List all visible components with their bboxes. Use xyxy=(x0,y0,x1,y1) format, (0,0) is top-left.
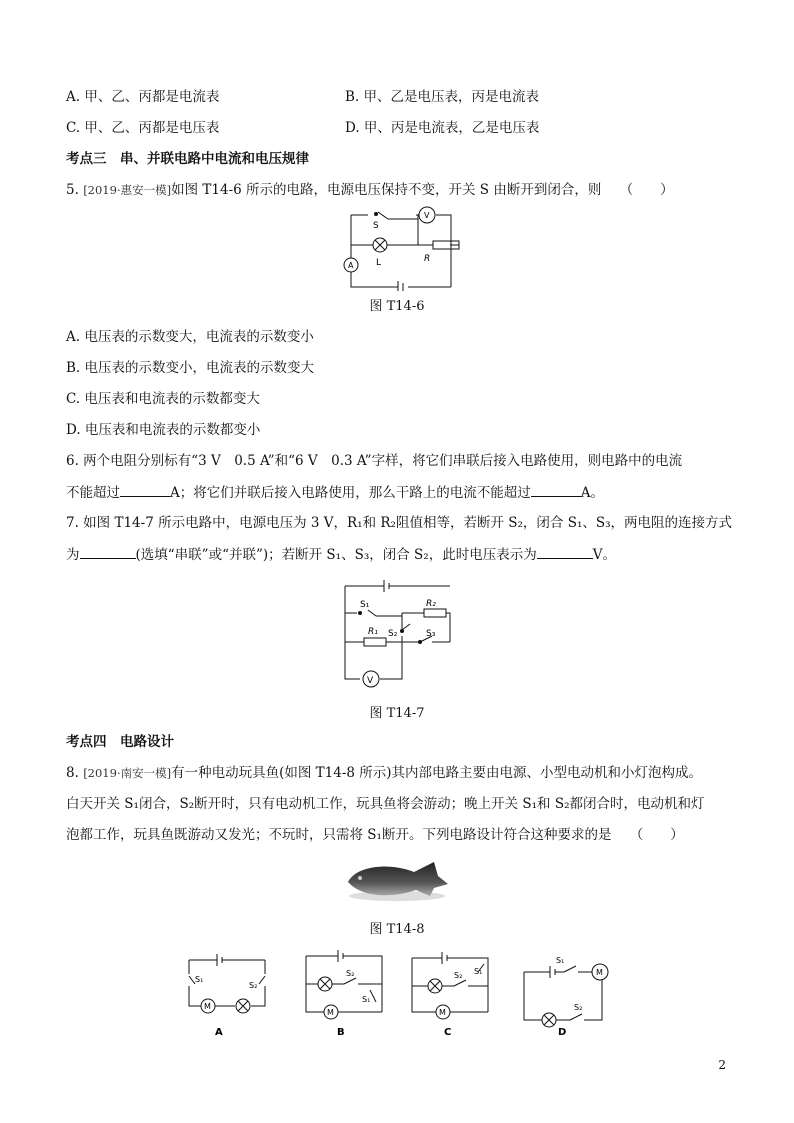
q5-number: 5. xyxy=(66,182,79,198)
opt-b-s1: S₁ xyxy=(362,995,371,1004)
opt-a-s2: S₂ xyxy=(249,981,258,990)
q6-line1: 6. 两个电阻分别标有“3 V 0.5 A”和“6 V 0.3 A”字样，将它们串联后接入电路使用，则电路中的电流 xyxy=(66,453,683,469)
q4-option-c: C. 甲、乙、丙都是电压表 xyxy=(66,120,220,136)
q5-option-c: C. 电压表和电流表的示数都变大 xyxy=(66,391,260,407)
toy-fish-image xyxy=(342,858,452,904)
caption-t14-6: 图 T14-6 xyxy=(369,299,425,314)
section4-title: 考点四 电路设计 xyxy=(66,734,174,750)
q6-blank-2[interactable] xyxy=(531,483,581,497)
circuit-figure-t14-6 xyxy=(338,203,460,291)
q4-option-a: A. 甲、乙、丙都是电流表 xyxy=(66,89,220,105)
q7-label-s1: S₁ xyxy=(360,600,370,610)
page-number: 2 xyxy=(718,1058,726,1072)
q7-line1: 7. 如图 T14-7 所示电路中，电源电压为 3 V，R₁和 R₂阻值相等，若断开 S₂，闭合 S₁、S₃，两电阻的连接方式 xyxy=(66,515,733,531)
opt-c-motor: M xyxy=(439,1008,446,1017)
q7-label-s3: S₃ xyxy=(426,629,436,639)
q7-line2 xyxy=(66,545,616,564)
q6-text-b: A；将它们并联后接入电路使用，那么干路上的电流不能超过 xyxy=(170,485,531,501)
q8-line1 xyxy=(66,764,702,782)
q4-option-b: B. 甲、乙是电压表，丙是电流表 xyxy=(345,89,540,105)
q7-text-a: 为 xyxy=(66,547,80,563)
q7-blank-1[interactable] xyxy=(80,545,136,559)
option-letter-b: B xyxy=(337,1027,345,1038)
q5-label-r: R xyxy=(424,254,431,264)
opt-b-s2: S₂ xyxy=(346,969,355,978)
q7-label-r1: R₁ xyxy=(368,627,378,637)
q4-option-d: D. 甲、丙是电流表，乙是电压表 xyxy=(345,120,540,136)
q5-text: 如图 T14-6 所示的电路，电源电压保持不变，开关 S 由断开到闭合，则 xyxy=(171,182,602,198)
q8-number: 8. xyxy=(66,765,79,781)
q8-text-1: 有一种电动玩具鱼(如图 T14-8 所示)其内部电路主要由电源、小型电动机和小灯泡构成。 xyxy=(171,765,703,781)
option-letter-a: A xyxy=(215,1027,223,1038)
circuit-option-a xyxy=(185,950,275,1038)
q8-source: [2019·南安一模] xyxy=(83,766,172,780)
option-letter-d: D xyxy=(558,1027,567,1038)
opt-a-motor: M xyxy=(204,1002,211,1011)
q5-option-b: B. 电压表的示数变小，电流表的示数变大 xyxy=(66,360,315,376)
opt-d-s2: S₂ xyxy=(574,1003,583,1012)
q6-text-c: A。 xyxy=(580,485,604,501)
circuit-option-c xyxy=(408,950,492,1038)
q6-text-a: 不能超过 xyxy=(66,485,120,501)
q6-line2 xyxy=(66,483,604,502)
q7-text-b: (选填“串联”或“并联”)；若断开 S₁、S₃，闭合 S₂，此时电压表示为 xyxy=(135,547,537,563)
caption-t14-7: 图 T14-7 xyxy=(369,706,425,721)
q8-line3 xyxy=(66,826,684,844)
opt-d-motor: M xyxy=(596,968,603,977)
q6-blank-1[interactable] xyxy=(120,483,170,497)
q5-label-l: L xyxy=(376,258,382,268)
q7-label-v: V xyxy=(367,676,374,686)
q8-answer-paren: （ ） xyxy=(629,827,684,843)
circuit-option-b xyxy=(300,950,392,1038)
q5-stem xyxy=(66,181,674,199)
caption-t14-8: 图 T14-8 xyxy=(369,922,425,937)
q5-source: [2019·惠安一模] xyxy=(83,183,172,197)
q7-label-s2: S₂ xyxy=(388,629,398,639)
q7-label-r2: R₂ xyxy=(426,599,436,609)
q5-answer-paren: （ ） xyxy=(619,182,674,198)
q8-line2: 白天开关 S₁闭合，S₂断开时，只有电动机工作，玩具鱼将会游动；晚上开关 S₁和 S₂都闭合时，电动机和灯 xyxy=(66,796,705,812)
q5-option-d: D. 电压表和电流表的示数都变小 xyxy=(66,422,261,438)
q7-text-c: V。 xyxy=(592,547,616,563)
circuit-option-d xyxy=(520,950,612,1038)
opt-b-motor: M xyxy=(327,1008,334,1017)
q5-label-v: V xyxy=(424,211,430,220)
circuit-figure-t14-7 xyxy=(340,576,458,688)
q5-label-s: S xyxy=(373,221,379,231)
q5-option-a: A. 电压表的示数变大，电流表的示数变小 xyxy=(66,329,314,345)
q5-label-a: A xyxy=(348,261,354,270)
option-letter-c: C xyxy=(444,1027,452,1038)
opt-c-s1: S₁ xyxy=(474,967,483,976)
q8-text-3: 泡都工作，玩具鱼既游动又发光；不玩时，只需将 S₁断开。下列电路设计符合这种要求的是 xyxy=(66,827,612,843)
opt-c-s2: S₂ xyxy=(454,971,463,980)
section3-title: 考点三 串、并联电路中电流和电压规律 xyxy=(66,151,309,167)
opt-d-s1: S₁ xyxy=(556,956,565,965)
opt-a-s1: S₁ xyxy=(195,975,204,984)
q7-blank-2[interactable] xyxy=(537,545,593,559)
